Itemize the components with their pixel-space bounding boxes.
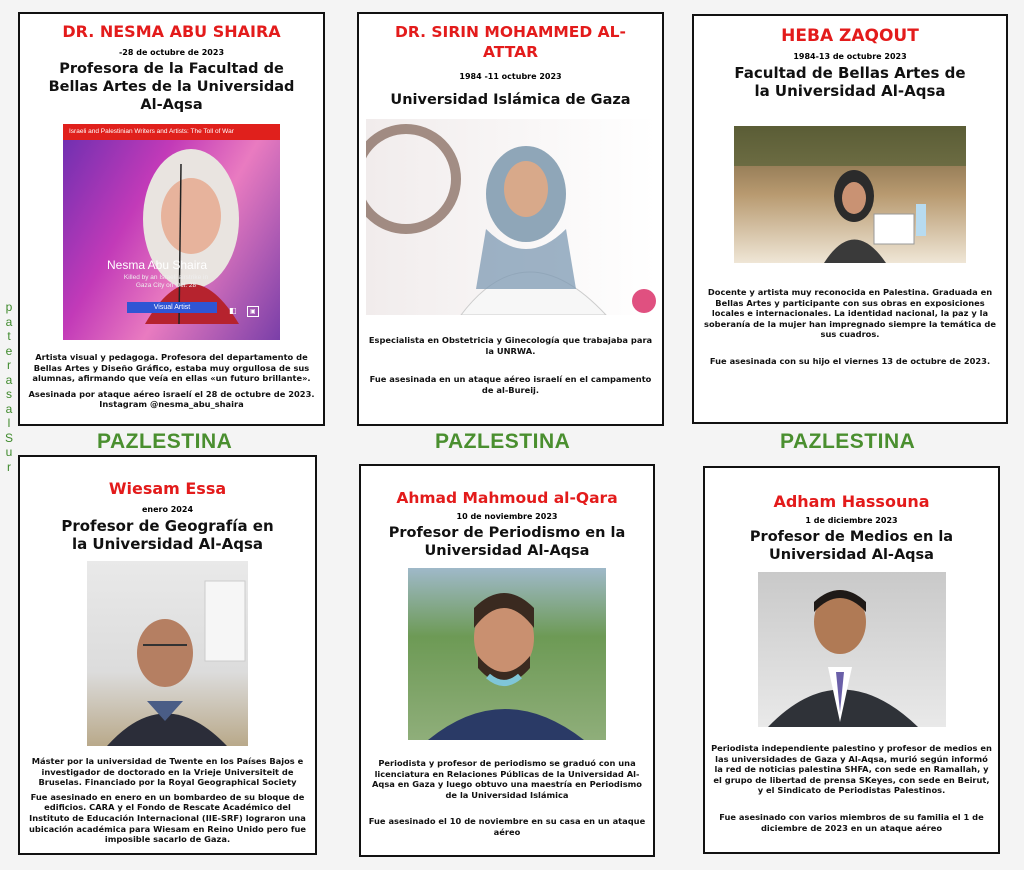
date: 1 de diciembre 2023 (805, 516, 898, 525)
poster-tag: Visual Artist (127, 302, 217, 313)
description: Máster por la universidad de Twente en los Países Bajos e investigador de doctorado en la Vrieje Universiteit de Bruselas. Financiado por la Royal Geographical Society (31, 756, 304, 788)
description: Artista visual y pedagoga. Profesora del departamento de Bellas Artes y Diseño Gráfico, estaba muy orgullosa de sus alumnas, afirmando que veía en ellas «un futuro brillante». (32, 352, 311, 384)
person-name: Wiesam Essa (108, 479, 227, 498)
side-letter: u (5, 445, 13, 459)
person-name: DR. NESMA ABU SHAIRA (62, 22, 281, 41)
side-letter: a (5, 314, 13, 329)
photo-drawing (734, 126, 966, 263)
memorial-card (703, 466, 1000, 854)
portrait-photo (366, 119, 656, 315)
artist-poster (63, 124, 280, 340)
logo-icon: ◧ (229, 306, 237, 315)
side-letter: a (5, 401, 13, 416)
description: Periodista independiente palestino y profesor de medios en las universidades de Gaza y Al-Aqsa, murió según informó la red de noticias palestina SHFA, con sede en Ramallah, y el grupo de libertad de prensa SKeyes, con sede en Beirut, y el Sindicato de Periodistas Palestinos. (711, 743, 992, 796)
logo-icon: ▣ (247, 306, 259, 317)
person-name: Adham Hassouna (773, 492, 930, 511)
brand-label: PAZLESTINA (780, 430, 916, 453)
date: 1984 -11 octubre 2023 (459, 72, 562, 81)
portrait-photo (408, 568, 606, 740)
side-letter: t (7, 329, 11, 343)
date: 10 de noviembre 2023 (456, 512, 558, 521)
position-title: Profesora de la Facultad de Bellas Artes de la Universidad Al-Aqsa (48, 61, 295, 113)
date: enero 2024 (141, 505, 194, 514)
vertical-side-text (2, 300, 16, 474)
date: -28 de octubre de 2023 (118, 48, 225, 57)
side-letter: e (5, 343, 13, 358)
description: Fue asesinado el 10 de noviembre en su casa en un ataque aéreo (368, 816, 646, 837)
memorial-card (357, 12, 664, 426)
brand-label: PAZLESTINA (435, 430, 571, 453)
position-title: Universidad Islámica de Gaza (390, 92, 631, 108)
poster-subtitle: Killed by an Israeli airstrike in Gaza City on Oct. 28 (123, 274, 209, 289)
memorial-card (692, 14, 1008, 424)
description: Fue asesinada con su hijo el viernes 13 de octubre de 2023. (709, 355, 991, 366)
photo-drawing (758, 572, 946, 727)
description: Especialista en Obstetricia y Ginecología que trabajaba para la UNRWA. (368, 335, 653, 356)
person-name: Ahmad Mahmoud al-Qara (396, 489, 618, 507)
side-letter: r (7, 459, 11, 474)
description: Periodista y profesor de periodismo se graduó con una licenciatura en Relaciones Públicas de la Universidad Al-Aqsa en Gaza y luego obtuvo una maestría en Periodismo de la Universidad Islámica (372, 758, 642, 800)
photo-drawing (87, 561, 248, 746)
position-title: Facultad de Bellas Artes de la Universidad Al-Aqsa (734, 64, 966, 100)
portrait-photo (734, 126, 966, 263)
description: Docente y artista muy reconocida en Palestina. Graduada en Bellas Artes y participante con sus obras en exposiciones locales e internacionales. La identidad nacional, la paz y la soberanía de la mujer han impregnado siempre la temática de sus cuadros. (704, 287, 996, 340)
side-letter: s (6, 387, 12, 401)
photo-drawing (408, 568, 606, 740)
memorial-card (18, 455, 317, 855)
position-title: Profesor de Geografía en la Universidad Al-Aqsa (61, 517, 274, 553)
portrait-photo (758, 572, 946, 727)
side-letter: l (7, 416, 11, 430)
brand-label: PAZLESTINA (97, 430, 233, 453)
description: Fue asesinado con varios miembros de su familia el 1 de diciembre de 2023 en un ataque aéreo (719, 811, 984, 833)
poster-name: Nesma Abu Shaira (107, 258, 208, 272)
memorial-card (359, 464, 655, 857)
date: 1984-13 de octubre 2023 (793, 52, 907, 61)
description: Fue asesinada en un ataque aéreo israelí en el campamento de al-Bureij. (369, 374, 652, 395)
side-letter: a (5, 372, 13, 387)
person-name: HEBA ZAQOUT (781, 26, 919, 46)
poster-header: Israeli and Palestinian Writers and Artists: The Toll of War (63, 124, 280, 140)
side-letter: r (7, 358, 11, 372)
photo-drawing (366, 119, 656, 315)
person-name: DR. SIRIN MOHAMMED AL-ATTAR (395, 23, 626, 61)
side-letter: S (4, 430, 13, 445)
side-letter: p (5, 300, 13, 314)
description: Asesinada por ataque aéreo israelí el 28 de octubre de 2023. Instagram @nesma_abu_shaira (28, 388, 315, 410)
description: Fue asesinado en enero en un bombardeo de su bloque de edificios. CARA y el Fondo de Rescate Académico del Instituto de Educación Internacional (IIE-SRF) lograron una ubicación académica para Wiesam en Reino Unido pero fue imposible sacarlo de Gaza. (28, 791, 307, 845)
position-title: Profesor de Periodismo en la Universidad Al-Aqsa (388, 525, 626, 559)
portrait-photo (87, 561, 248, 746)
memorial-card (18, 12, 325, 426)
position-title: Profesor de Medios en la Universidad Al-Aqsa (749, 529, 954, 563)
